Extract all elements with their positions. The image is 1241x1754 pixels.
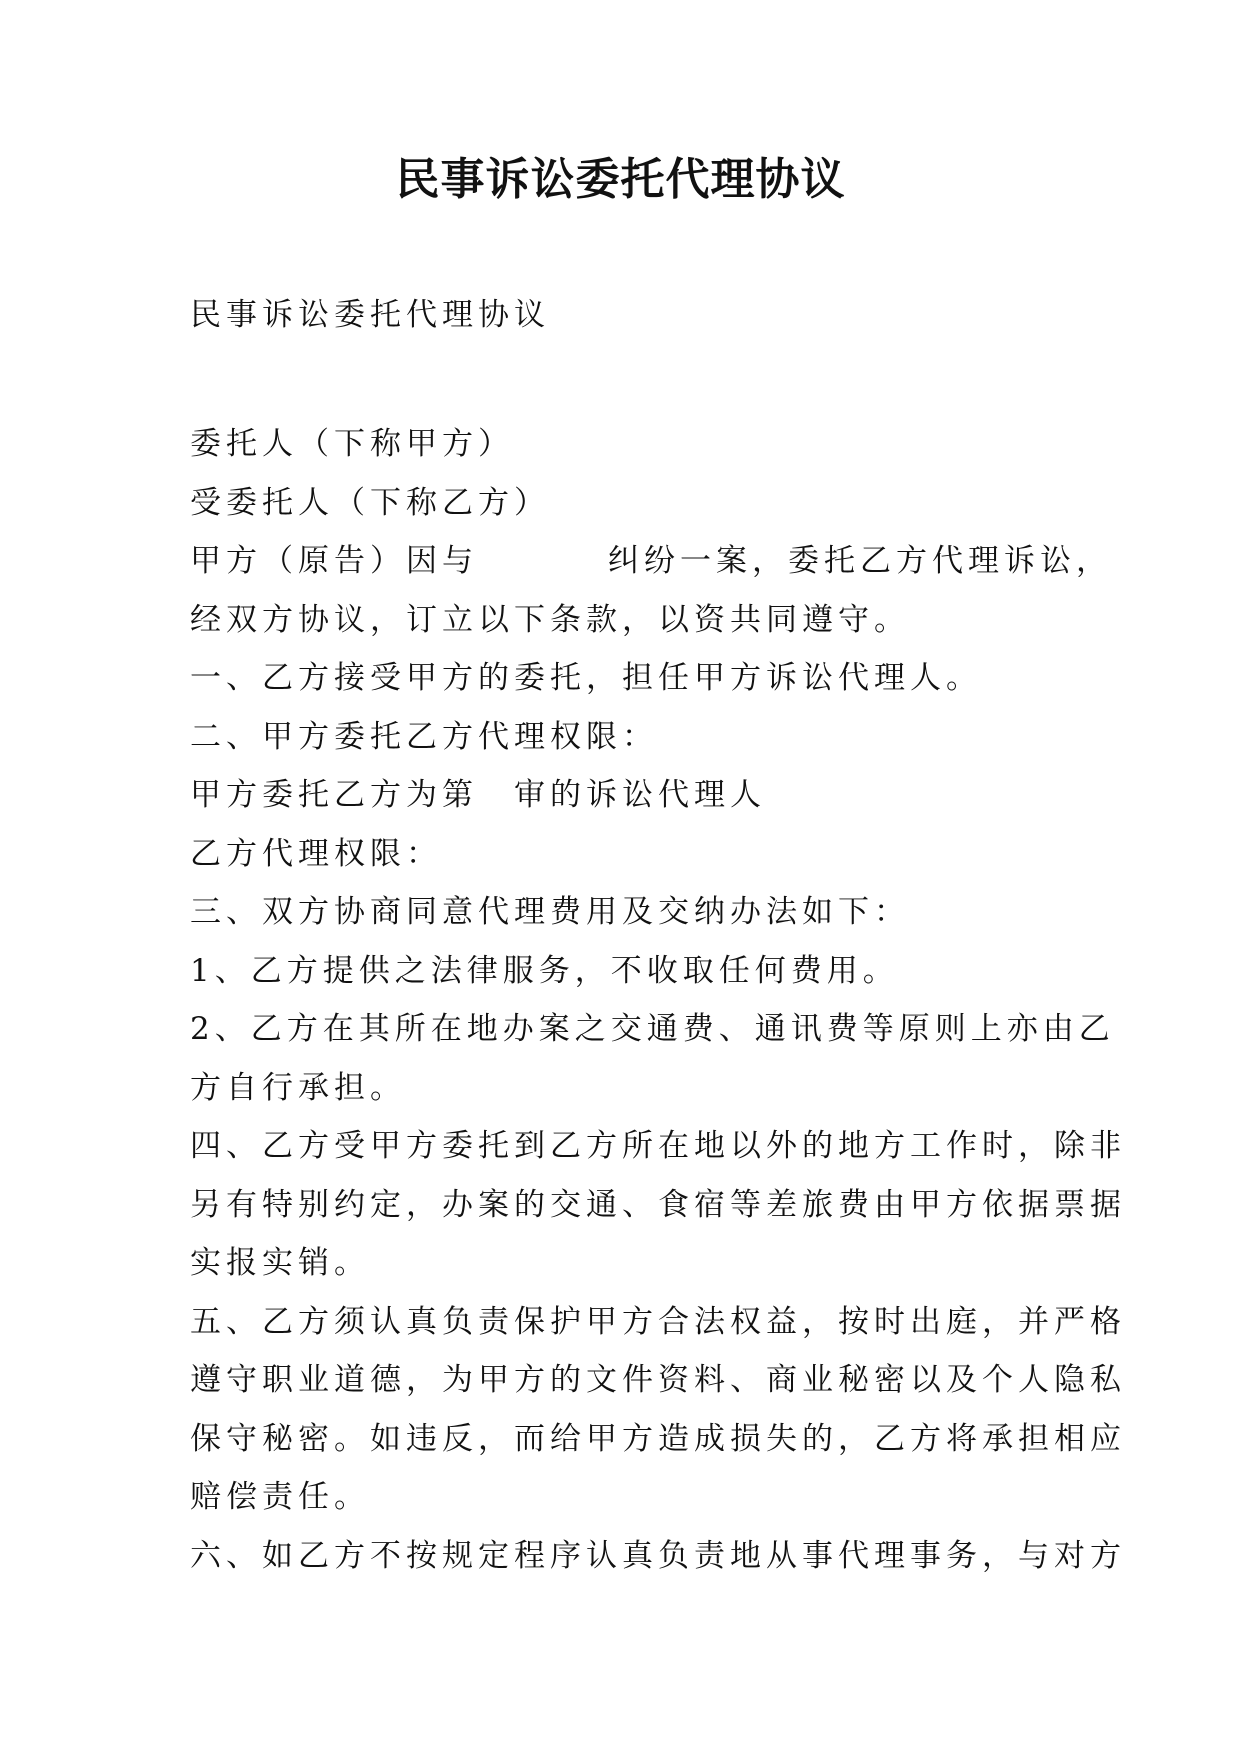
paragraph-line: 六、如乙方不按规定程序认真负责地从事代理事务，与对方 xyxy=(190,1537,1126,1574)
paragraph-line: 2、乙方在其所在地办案之交通费、通讯费等原则上亦由乙 xyxy=(190,1011,1115,1047)
text-segment: 纠纷一案，委托乙方代理诉讼， xyxy=(608,543,1112,579)
paragraph-line: 一、乙方接受甲方的委托，担任甲方诉讼代理人。 xyxy=(190,660,982,696)
text-segment: 甲方委托乙方为第 xyxy=(190,777,478,813)
paragraph-line: 赔偿责任。 xyxy=(190,1479,370,1515)
paragraph-line xyxy=(190,766,1065,825)
paragraph-line: 五、乙方须认真负责保护甲方合法权益，按时出庭，并严格 xyxy=(190,1303,1126,1340)
subtitle-line: 民事诉讼委托代理协议 xyxy=(190,297,550,333)
document-body xyxy=(190,286,1126,1585)
paragraph-line: 四、乙方受甲方委托到乙方所在地以外的地方工作时，除非 xyxy=(190,1128,1126,1164)
document-title: 民事诉讼委托代理协议 xyxy=(395,154,846,205)
paragraph-line: 另有特别约定，办案的交通、食宿等差旅费由甲方依据票据 xyxy=(190,1186,1126,1223)
paragraph-line: 1、乙方提供之法律服务，不收取任何费用。 xyxy=(190,952,899,989)
text-segment: 审的诉讼代理人 xyxy=(514,777,766,813)
paragraph-line: 遵守职业道德，为甲方的文件资料、商业秘密以及个人隐私 xyxy=(190,1362,1126,1398)
paragraph-line: 经双方协议，订立以下条款，以资共同遵守。 xyxy=(190,601,910,638)
paragraph-line: 方自行承担。 xyxy=(190,1069,406,1106)
text-segment: 甲方（原告）因与 xyxy=(190,543,478,579)
paragraph-line: 二、甲方委托乙方代理权限： xyxy=(190,718,658,755)
paragraph-line xyxy=(190,532,1112,591)
paragraph-line: 受委托人（下称乙方） xyxy=(190,484,550,521)
paragraph-line: 委托人（下称甲方） xyxy=(190,426,514,462)
paragraph-line: 保守秘密。如违反，而给甲方造成损失的，乙方将承担相应 xyxy=(190,1420,1126,1457)
paragraph-line: 实报实销。 xyxy=(190,1245,370,1281)
paragraph-line: 三、双方协商同意代理费用及交纳办法如下： xyxy=(190,894,910,930)
paragraph-line: 乙方代理权限： xyxy=(190,835,442,872)
